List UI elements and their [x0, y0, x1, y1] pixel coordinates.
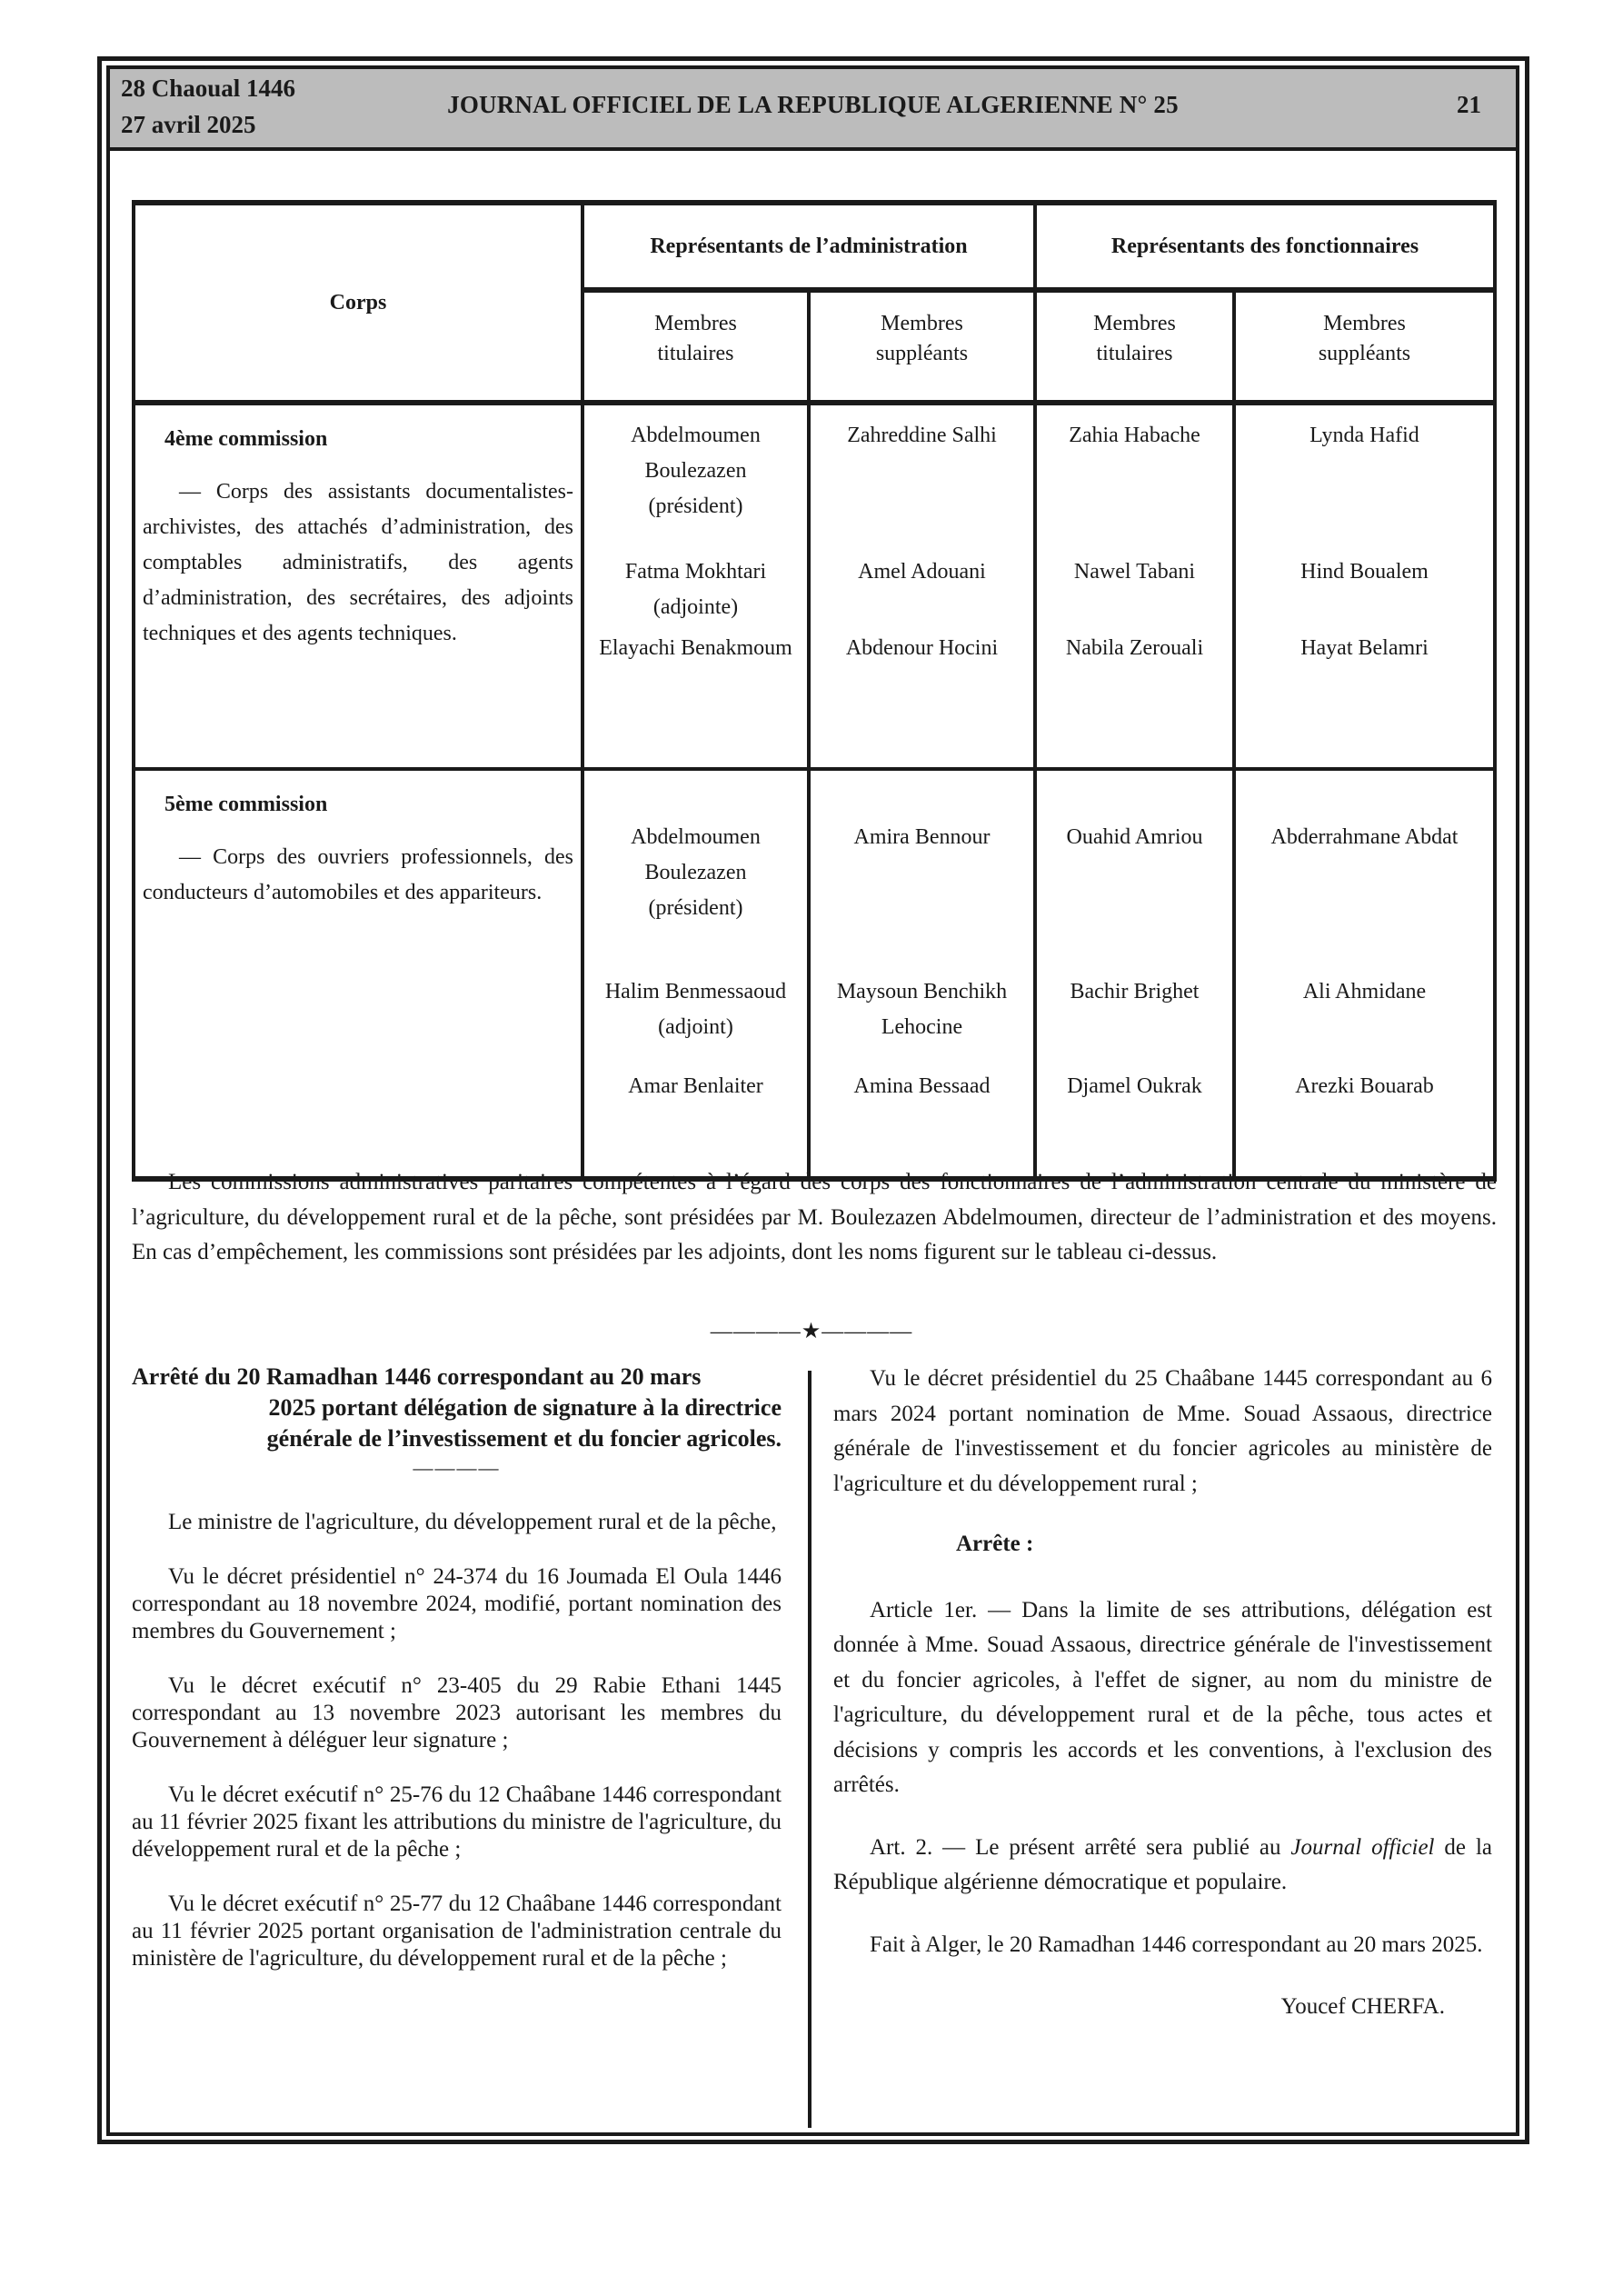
member-name-line: Abdelmoumen — [631, 424, 761, 447]
visa-paragraph: Vu le décret présidentiel du 25 Chaâbane 1445 correspondant au 6 mars 2024 portant nomination de Mme. Souad Assaous, directrice générale de l'investissement et du foncier agricoles au ministère de l'agriculture et du développement rural ; — [833, 1366, 1492, 1496]
member-name-line: Amar Benlaiter — [628, 1074, 763, 1098]
member-entry — [1037, 418, 1232, 554]
members-admin-titulaire — [582, 403, 809, 769]
column-divider — [808, 1371, 812, 2128]
column-group-admin: Représentants de l’administration — [582, 203, 1035, 290]
commissions-table — [132, 200, 1497, 1182]
corps-description: — Corps des ouvriers professionnels, des conducteurs d’automobiles et des appariteurs. — [143, 845, 573, 904]
subheader-fonct-titulaires: Membres titulaires — [1035, 290, 1234, 403]
header-hijri-date: 28 Chaoual 1446 — [121, 75, 296, 102]
member-entry — [584, 820, 807, 974]
member-name-line: Maysoun Benchikh — [836, 980, 1008, 1003]
commission-title: 5ème commission — [164, 793, 328, 816]
member-entry — [584, 974, 807, 1069]
member-entry — [584, 1069, 807, 1163]
subheader-fonct-suppleants: Membres suppléants — [1234, 290, 1495, 403]
visa-paragraph: Vu le décret exécutif n° 25-77 du 12 Chaâbane 1446 correspondant au 11 février 2025 portant organisation de l'administration centrale du ministère de l'agriculture, du développement rural et de la pêche ; — [132, 1892, 782, 1971]
members-admin-suppleant — [809, 769, 1035, 1179]
member-name-line: Zahia Habache — [1069, 424, 1200, 447]
page-number: 21 — [1457, 91, 1481, 118]
column-group-fonctionnaires: Représentants des fonctionnaires — [1035, 203, 1495, 290]
visa-paragraph: Vu le décret exécutif n° 25-76 du 12 Chaâbane 1446 correspondant au 11 février 2025 fixant les attributions du ministre de l'agriculture, du développement rural et de la pêche ; — [132, 1782, 782, 1862]
member-entry — [811, 554, 1033, 631]
arrete-heading: Arrête : — [956, 1532, 1034, 1556]
closing-paragraph: Les commissions administratives paritaires compétentes à l’égard des corps des fonctionnaires de l’administration centrale du ministère de l’agriculture, du développement rural et de la pêche, sont présidées par M. Boulezazen Abdelmoumen, directeur de l’administration et des moyens. En cas d’empêchement, les commissions sont présidées par les adjoints, dont les noms figurent sur le tableau ci-dessus. — [132, 1170, 1497, 1264]
member-entry — [1037, 1069, 1232, 1163]
member-entry — [1037, 974, 1232, 1069]
member-name-line: Amira Bennour — [853, 825, 991, 849]
decree-left-column — [132, 1362, 782, 2000]
member-name-line: Arezki Bouarab — [1295, 1074, 1434, 1098]
member-name-line: Bachir Brighet — [1070, 980, 1200, 1003]
member-name-line: Abderrahmane Abdat — [1270, 825, 1459, 849]
commission-row — [134, 769, 1495, 1179]
member-name-line: Lynda Hafid — [1309, 424, 1419, 447]
member-name-line: (adjoint) — [658, 1015, 733, 1039]
members-admin-titulaire — [582, 769, 809, 1179]
member-name-line: Lehocine — [881, 1015, 963, 1039]
article-2: Art. 2. — Le présent arrêté sera publié au Journal officiel de la République algérienne démocratique et populaire. — [833, 1834, 1492, 1894]
member-name-line: Elayachi Benakmoum — [599, 636, 792, 660]
visa-paragraph: Vu le décret présidentiel n° 24-374 du 16 Joumada El Oula 1446 correspondant au 18 novembre 2024, modifié, portant nomination des membres du Gouvernement ; — [132, 1564, 782, 1643]
corps-cell — [134, 769, 582, 1179]
members-fonct-suppleant — [1234, 769, 1495, 1179]
member-entry — [584, 631, 807, 740]
subheader-admin-suppleants: Membres suppléants — [809, 290, 1035, 403]
member-entry — [811, 820, 1033, 974]
visa-paragraph: Vu le décret exécutif n° 23-405 du 29 Rabie Ethani 1445 correspondant au 13 novembre 2023 autorisant les membres du Gouvernement à déléguer leur signature ; — [132, 1673, 782, 1752]
header-title: JOURNAL OFFICIEL DE LA REPUBLIQUE ALGERIENNE N° 25 — [447, 91, 1179, 118]
member-name-line: (président) — [648, 494, 743, 518]
title-dash: ———— — [413, 1456, 501, 1479]
member-name-line: Ali Ahmidane — [1302, 980, 1427, 1003]
column-header-corps: Corps — [134, 203, 582, 403]
member-name-line: Amina Bessaad — [853, 1074, 991, 1098]
member-name-line: (adjointe) — [652, 595, 739, 619]
article-1: Article 1er. — Dans la limite de ses attributions, délégation est donnée à Mme. Souad Assaous, directrice générale de l'investissement et du foncier agricoles, à l'effet de signer, au nom du ministre de l'agriculture, du développement rural et de la pêche, tous actes et décisions y compris les accords et les conventions, à l'exclusion des arrêtés. — [833, 1597, 1492, 1797]
member-entry — [584, 554, 807, 631]
member-name-line: Hind Boualem — [1300, 560, 1429, 584]
member-name-line: (président) — [648, 896, 743, 920]
member-entry — [584, 418, 807, 554]
section-separator: ————★———— — [710, 1320, 913, 1343]
member-name-line: Nabila Zerouali — [1065, 636, 1204, 660]
members-fonct-titulaire — [1035, 769, 1234, 1179]
commission-row — [134, 403, 1495, 769]
member-entry — [1236, 554, 1493, 631]
subheader-admin-titulaires: Membres titulaires — [582, 290, 809, 403]
member-entry — [1236, 820, 1493, 974]
member-name-line: Abdenour Hocini — [845, 636, 999, 660]
member-entry — [1236, 418, 1493, 554]
visa-paragraph: Le ministre de l'agriculture, du développement rural et de la pêche, — [168, 1510, 777, 1534]
member-entry — [1037, 631, 1232, 740]
member-name-line: Zahreddine Salhi — [847, 424, 997, 447]
member-entry — [811, 418, 1033, 554]
members-fonct-titulaire — [1035, 403, 1234, 769]
decree-right-column — [833, 1362, 1492, 2025]
member-name-line: Nawel Tabani — [1073, 560, 1196, 584]
done-at: Fait à Alger, le 20 Ramadhan 1446 correspondant au 20 mars 2025. — [870, 1932, 1483, 1957]
member-name-line: Ouahid Amriou — [1066, 825, 1203, 849]
journal-header — [110, 69, 1516, 151]
commission-title: 4ème commission — [164, 427, 328, 451]
members-fonct-suppleant — [1234, 403, 1495, 769]
member-name-line: Boulezazen — [644, 459, 747, 483]
member-entry — [1037, 820, 1232, 974]
member-name-line: Djamel Oukrak — [1067, 1074, 1202, 1098]
signature: Youcef CHERFA. — [1280, 1994, 1445, 2019]
member-name-line: Boulezazen — [644, 861, 747, 884]
member-name-line: Halim Benmessaoud — [604, 980, 787, 1003]
member-name-line: Abdelmoumen — [631, 825, 761, 849]
member-entry — [811, 974, 1033, 1069]
member-name-line: Fatma Mokhtari — [624, 560, 767, 584]
header-gregorian-date: 27 avril 2025 — [121, 111, 256, 138]
member-entry — [1236, 1069, 1493, 1163]
member-entry — [811, 631, 1033, 740]
members-admin-suppleant — [809, 403, 1035, 769]
member-entry — [1037, 554, 1232, 631]
member-entry — [1236, 974, 1493, 1069]
member-name-line: Hayat Belamri — [1300, 636, 1429, 660]
member-entry — [811, 1069, 1033, 1163]
member-name-line: Amel Adouani — [858, 560, 986, 584]
corps-cell — [134, 403, 582, 769]
corps-description: — Corps des assistants documentalistes-archivistes, des attachés d’administration, des comptables administratifs, des agents d’administration, des secrétaires, des adjoints techniques et des agents techniques. — [143, 480, 573, 645]
member-entry — [1236, 631, 1493, 740]
decree-title: Arrêté du 20 Ramadhan 1446 correspondant au 20 mars 2025 portant délégation de signature à la directrice générale de l’investissement et du foncier agricoles. — [132, 1363, 782, 1452]
